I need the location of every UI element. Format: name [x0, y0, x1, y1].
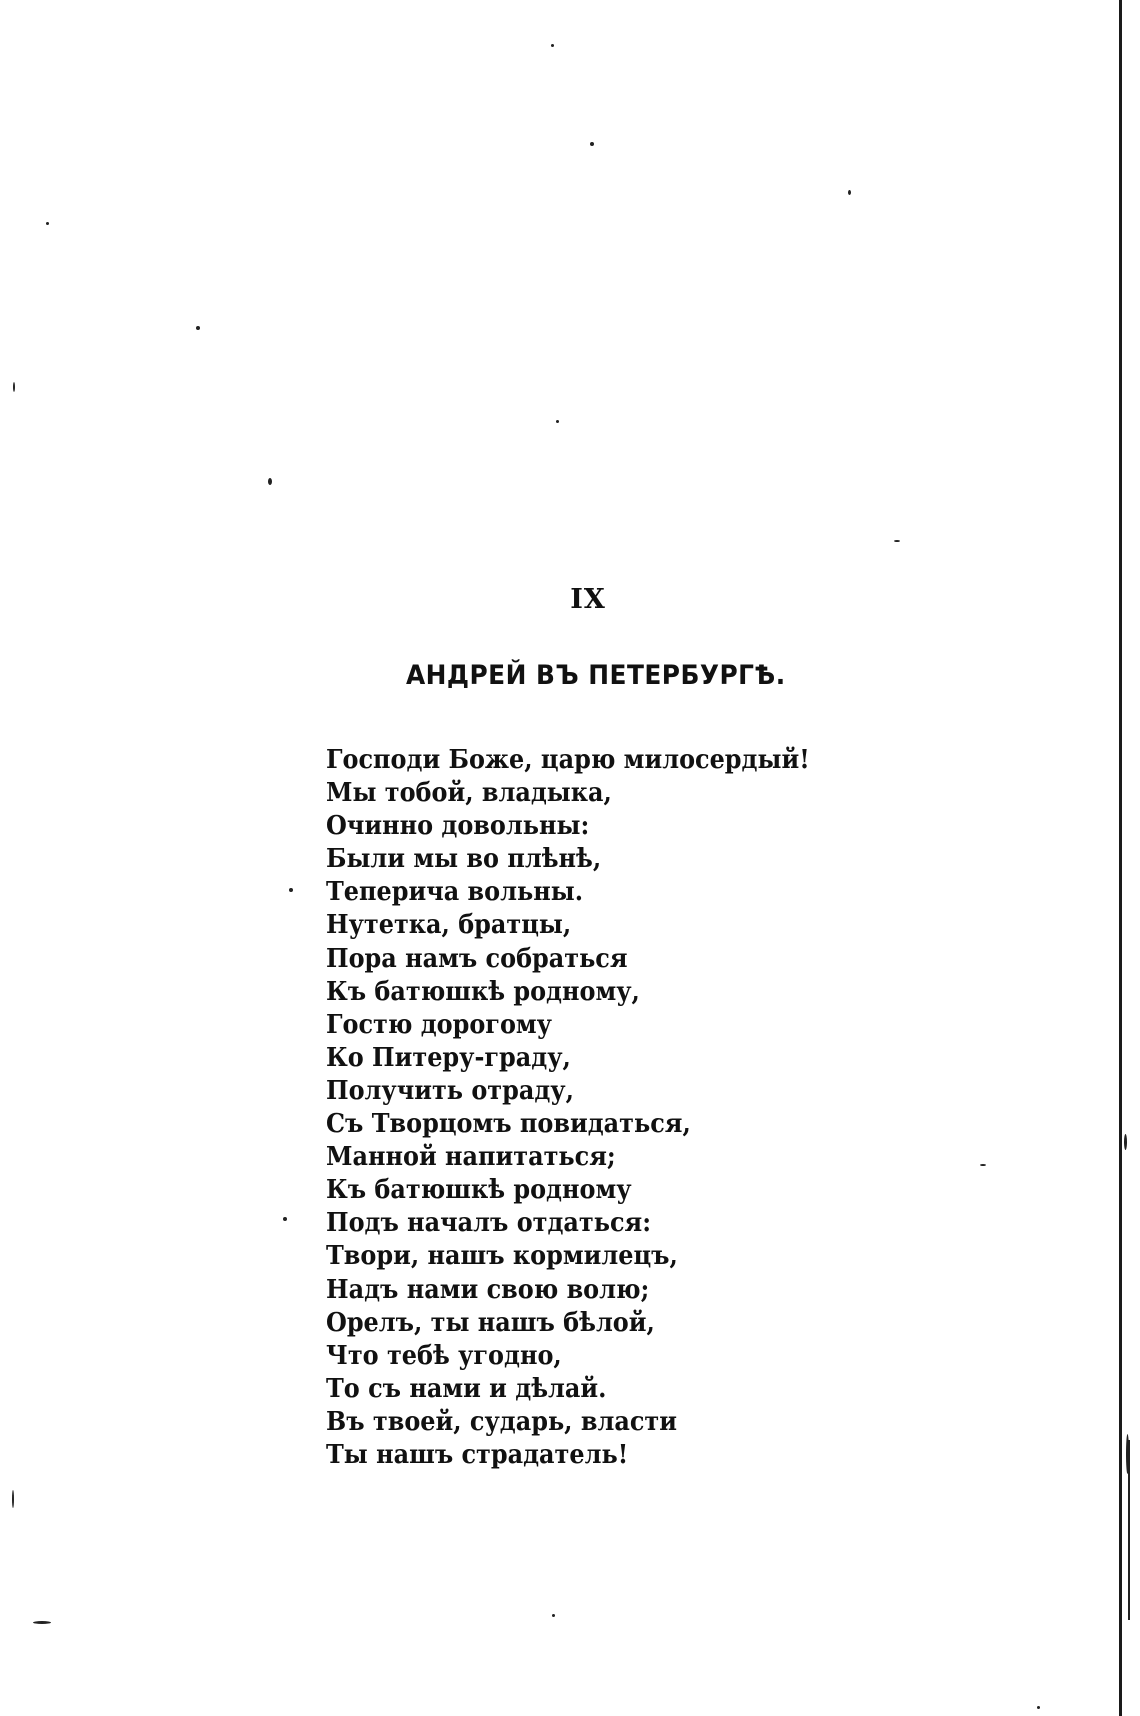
scan-speck — [1124, 1134, 1127, 1150]
poem-line: Ты нашъ страдатель! — [326, 1439, 629, 1470]
poem-line: Очинно довольны: — [326, 811, 590, 842]
poem-line: Господи Боже, царю милосердый! — [326, 745, 810, 775]
poem-line: Въ твоей, сударь, власти — [326, 1406, 677, 1437]
poem-line: Мы тобой, владыка, — [326, 778, 612, 809]
poem-line: Получить отраду, — [326, 1075, 574, 1106]
scan-speck — [1126, 1434, 1129, 1474]
scan-speck — [590, 142, 594, 146]
scan-speck — [551, 44, 554, 47]
poem-line: Были мы во плѣнѣ, — [326, 844, 602, 875]
poem-line: Надъ нами свою волю; — [326, 1274, 650, 1305]
scan-speck — [552, 1614, 555, 1617]
scan-speck — [894, 540, 900, 542]
poem-line: Нутетка, братцы, — [326, 910, 572, 941]
page-edge-shadow — [1119, 0, 1122, 1716]
poem-line: Орелъ, ты нашъ бѣлой, — [326, 1307, 655, 1338]
poem-line: Къ батюшкѣ родному, — [326, 976, 640, 1007]
poem-line: То съ нами и дѣлай. — [326, 1373, 607, 1404]
poem-line: Къ батюшкѣ родному — [326, 1175, 632, 1206]
scan-speck — [289, 888, 293, 892]
scan-speck — [268, 478, 272, 485]
poem-line: Гостю дорогому — [326, 1009, 553, 1040]
poem-line: Ко Питеру-граду, — [326, 1042, 571, 1073]
scan-speck — [12, 1490, 14, 1508]
poem-line: Пора намъ собраться — [326, 943, 628, 974]
poem-line: Съ Творцомъ повидаться, — [326, 1109, 691, 1140]
scan-speck — [13, 382, 15, 392]
poem-line: Подъ началъ отдаться: — [326, 1208, 652, 1239]
scan-speck — [46, 222, 49, 225]
poem-line: Твори, нашъ кормилецъ, — [326, 1241, 678, 1272]
scan-speck — [33, 1621, 51, 1624]
scan-speck — [848, 190, 851, 195]
scan-speck — [196, 326, 200, 330]
poem-line: Теперича вольны. — [326, 877, 584, 908]
scan-speck — [283, 1217, 287, 1221]
poem — [326, 744, 852, 1472]
poem-line: Манной напитаться; — [326, 1142, 616, 1173]
scan-speck — [980, 1164, 986, 1166]
scan-speck — [556, 420, 559, 423]
chapter-number: IX — [570, 584, 606, 615]
poem-line: Что тебѣ угодно, — [326, 1340, 562, 1371]
scan-speck — [1037, 1706, 1040, 1709]
chapter-title: АНДРЕЙ ВЪ ПЕТЕРБУРГѢ. — [406, 660, 786, 691]
